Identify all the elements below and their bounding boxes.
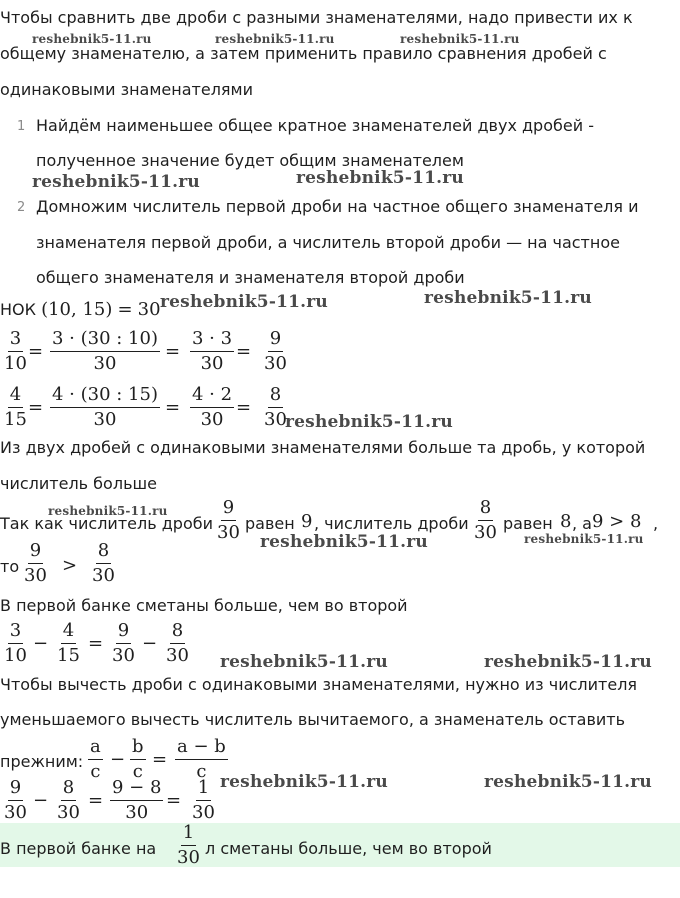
compare-text-3: , числитель дроби [314, 514, 469, 533]
compare-value-2: 8 [560, 511, 572, 532]
eq2-fraction-3: $\frac{4 \cdot 2}{30}$ [192, 384, 233, 430]
step-2-line-3: общего знаменателя и знаменателя второй дроби [36, 268, 465, 287]
watermark: reshebnik5-11.ru [424, 288, 592, 308]
eq1-fraction-4: $\frac{9}{30}$ [264, 328, 287, 374]
compare-comma: , [653, 514, 659, 533]
formula-label: прежним: [0, 752, 84, 771]
final-equals-1: = [88, 790, 104, 811]
diff-fraction-3: $\frac{9}{30}$ [112, 620, 135, 666]
final-equals-2: = [166, 790, 182, 811]
watermark: reshebnik5-11.ru [160, 292, 328, 312]
nok-value: 30 [137, 299, 161, 320]
intro-line-1: Чтобы сравнить две дроби с разными знаменателями, надо привести их к [0, 8, 633, 27]
watermark: reshebnik5-11.ru [215, 32, 335, 46]
watermark: reshebnik5-11.ru [32, 172, 200, 192]
watermark: reshebnik5-11.ru [285, 412, 453, 432]
rule-line-1: Из двух дробей с одинаковыми знаменателями больше та дробь, у которой [0, 438, 646, 457]
step-number-1: 1 [17, 119, 26, 134]
watermark: reshebnik5-11.ru [220, 652, 388, 672]
step-number-2: 2 [17, 200, 26, 215]
formula-fraction-b: $\frac{b}{c}$ [132, 736, 144, 782]
result-fraction-1: $\frac{9}{30}$ [24, 540, 47, 586]
eq1-equals-3: = [236, 341, 252, 362]
watermark: reshebnik5-11.ru [484, 652, 652, 672]
diff-minus-1: − [33, 633, 49, 654]
eq2-equals-2: = [165, 397, 181, 418]
diff-fraction-4: $\frac{8}{30}$ [166, 620, 189, 666]
eq1-fraction-1: $\frac{3}{10}$ [4, 328, 27, 374]
step-2-line-1: Домножим числитель первой дроби на частное общего знаменателя и [36, 197, 639, 216]
formula-fraction-a: $\frac{a}{c}$ [90, 736, 101, 782]
compare-text-6: то [0, 557, 20, 576]
intro-line-3: одинаковыми знаменателями [0, 80, 254, 99]
diff-fraction-2: $\frac{4}{15}$ [57, 620, 80, 666]
conclusion-1: В первой банке сметаны больше, чем во второй [0, 596, 408, 615]
diff-minus-2: − [142, 633, 158, 654]
step-2-line-2: знаменателя первой дроби, а числитель второй дроби — на частное [36, 233, 620, 252]
watermark: reshebnik5-11.ru [260, 532, 428, 552]
eq1-fraction-2: $\frac{3 \cdot (30 : 10)}{30}$ [52, 328, 158, 374]
final-fraction-3: $\frac{9 - 8}{30}$ [112, 777, 162, 823]
answer-fraction: $\frac{1}{30}$ [177, 822, 200, 868]
formula-minus: − [110, 749, 126, 770]
compare-inequality: 9 > 8 [592, 511, 642, 532]
rule2-line-1: Чтобы вычесть дроби с одинаковыми знаменателями, нужно из числителя [0, 675, 638, 694]
final-fraction-4: $\frac{1}{30}$ [192, 777, 215, 823]
compare-text-2: равен [245, 514, 295, 533]
watermark: reshebnik5-11.ru [524, 532, 644, 546]
eq2-equals-1: = [28, 397, 44, 418]
compare-value-1: 9 [301, 511, 313, 532]
nok-expression [0, 300, 161, 320]
result-fraction-2: $\frac{8}{30}$ [92, 540, 115, 586]
eq2-fraction-4: $\frac{8}{30}$ [264, 384, 287, 430]
watermark: reshebnik5-11.ru [220, 772, 388, 792]
compare-text-1: Так как числитель дроби [0, 514, 213, 533]
nok-args: (10, 15) [41, 299, 113, 320]
nok-eq: = [117, 299, 133, 320]
compare-text-5: , а [572, 514, 592, 533]
final-fraction-2: $\frac{8}{30}$ [57, 777, 80, 823]
watermark: reshebnik5-11.ru [48, 504, 168, 518]
nok-label: НОК [0, 300, 36, 319]
eq2-fraction-2: $\frac{4 \cdot (30 : 15)}{30}$ [52, 384, 158, 430]
diff-fraction-1: $\frac{3}{10}$ [4, 620, 27, 666]
eq1-equals-2: = [165, 341, 181, 362]
answer-text-2: л сметаны больше, чем во второй [205, 839, 492, 858]
eq2-equals-3: = [236, 397, 252, 418]
step-1-line-1: Найдём наименьшее общее кратное знаменателей двух дробей - [36, 116, 594, 135]
rule-line-2: числитель больше [0, 474, 157, 493]
watermark: reshebnik5-11.ru [484, 772, 652, 792]
result-greater: > [62, 555, 78, 576]
formula-equals: = [152, 749, 168, 770]
eq1-equals-1: = [28, 341, 44, 362]
compare-fraction-1: $\frac{9}{30}$ [217, 497, 240, 543]
final-fraction-1: $\frac{9}{30}$ [4, 777, 27, 823]
formula-fraction-result: $\frac{a - b}{c}$ [177, 736, 226, 782]
intro-line-2: общему знаменателю, а затем применить правило сравнения дробей с [0, 44, 607, 63]
eq2-fraction-1: $\frac{4}{15}$ [4, 384, 27, 430]
eq1-fraction-3: $\frac{3 \cdot 3}{30}$ [192, 328, 233, 374]
diff-equals: = [88, 633, 104, 654]
final-minus: − [33, 790, 49, 811]
compare-fraction-2: $\frac{8}{30}$ [474, 497, 497, 543]
step-1-line-2: полученное значение будет общим знаменателем [36, 151, 464, 170]
answer-text-1: В первой банке на [0, 839, 157, 858]
rule2-line-2: уменьшаемого вычесть числитель вычитаемого, а знаменатель оставить [0, 710, 626, 729]
compare-text-4: равен [503, 514, 553, 533]
watermark: reshebnik5-11.ru [400, 32, 520, 46]
watermark: reshebnik5-11.ru [296, 168, 464, 188]
watermark: reshebnik5-11.ru [32, 32, 152, 46]
